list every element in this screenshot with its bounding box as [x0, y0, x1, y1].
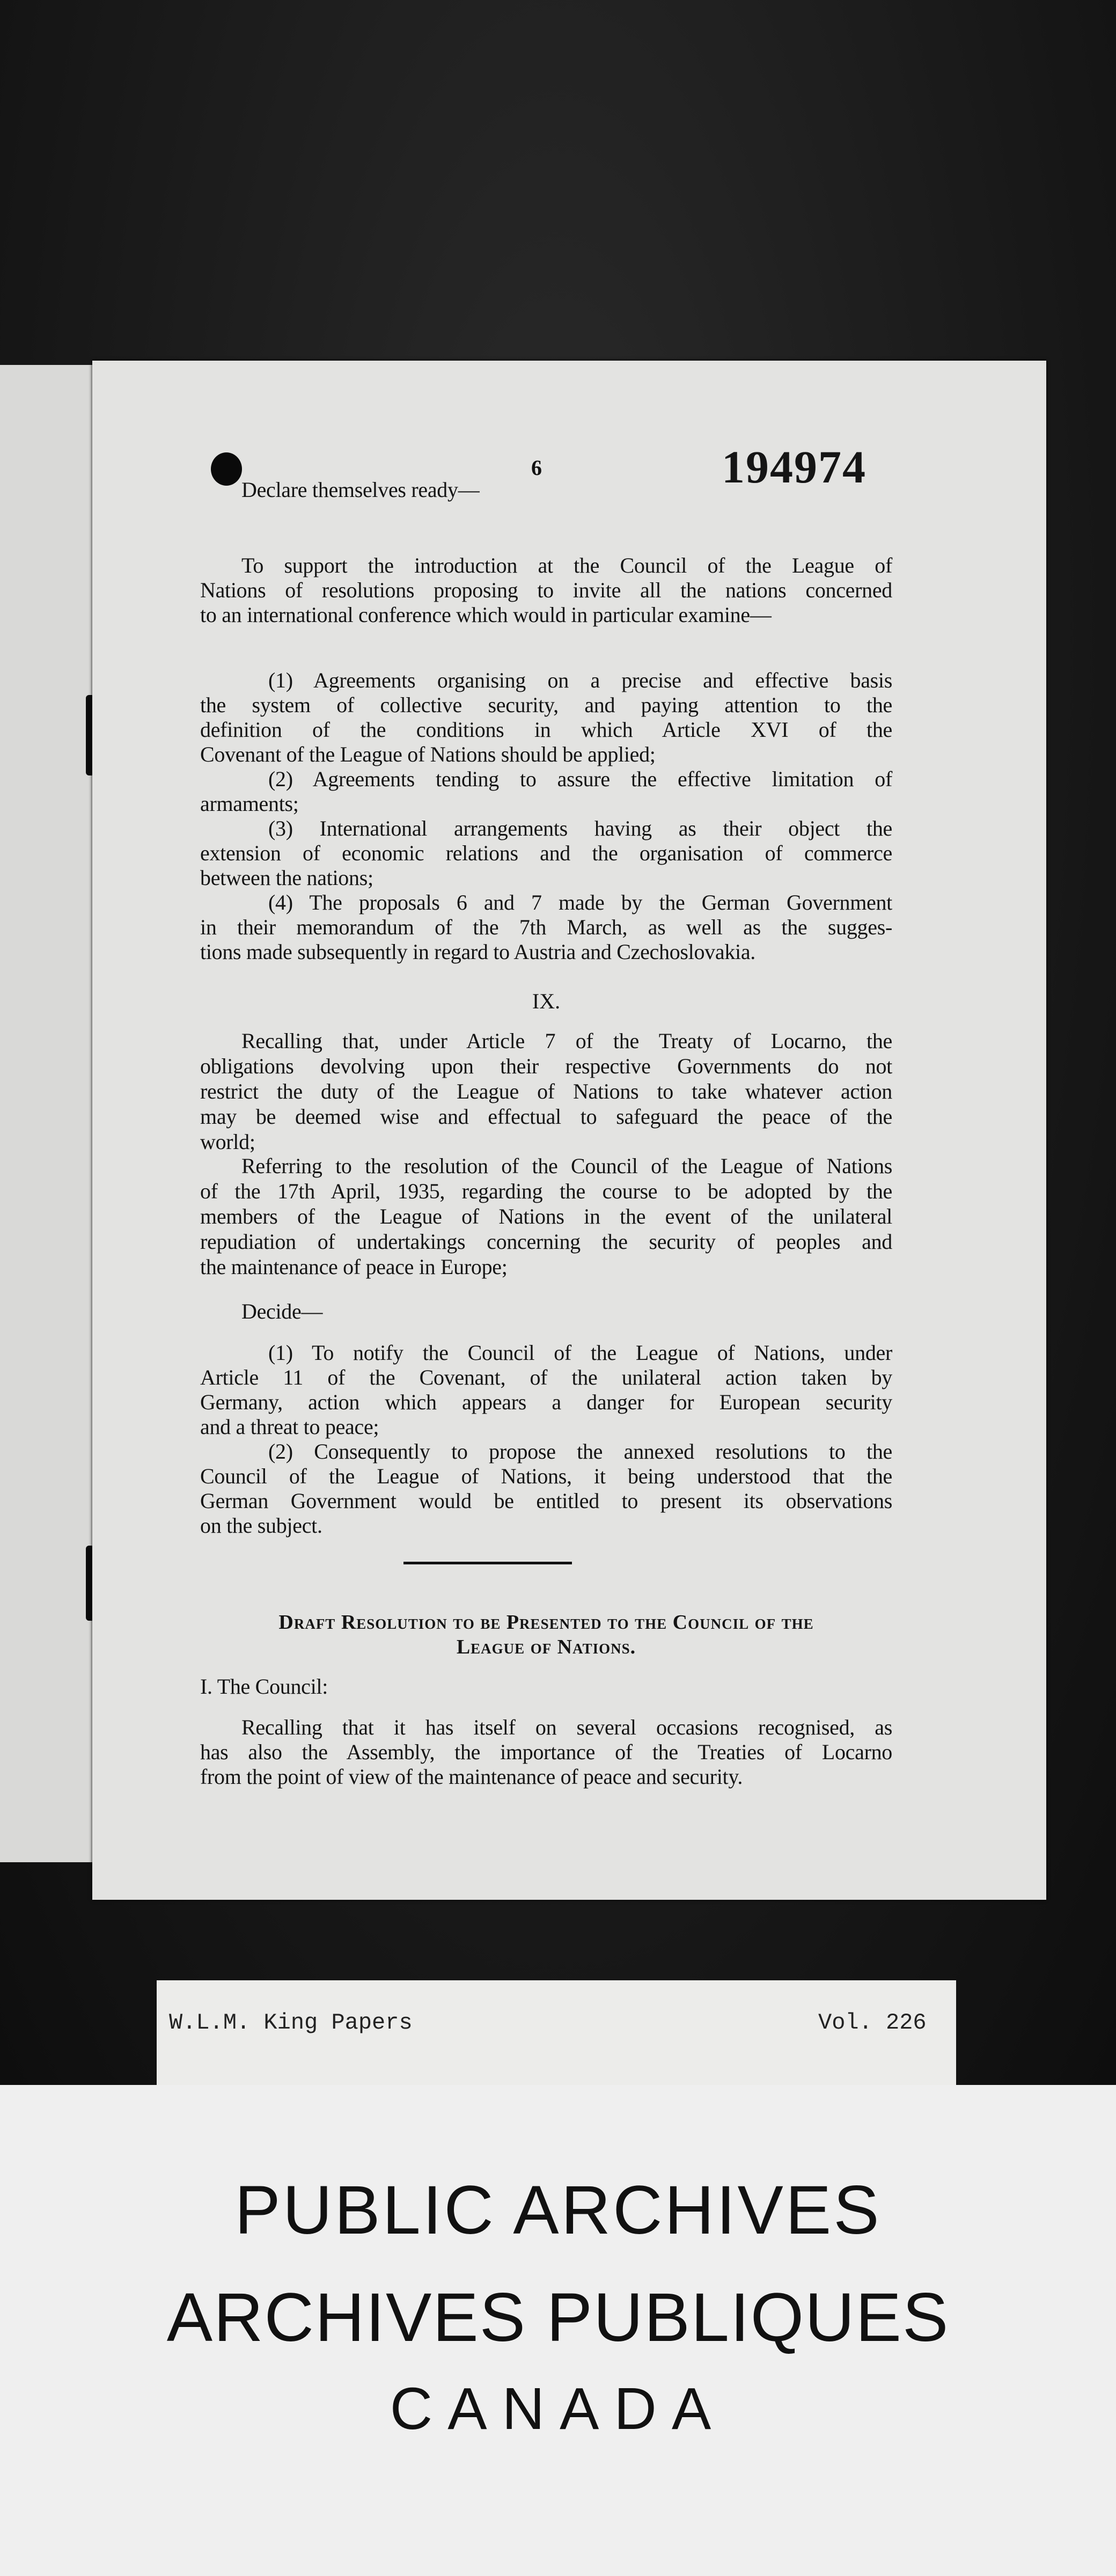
collection-name: W.L.M. King Papers [169, 2010, 413, 2036]
text-line: obligations devolving upon their respective Governments do not [200, 1054, 892, 1078]
list-item [200, 1439, 892, 1538]
text-line: To support the introduction at the Council of the League of [241, 553, 892, 577]
text-line: repudiation of undertakings concerning the security of peoples and [200, 1230, 892, 1254]
text-line: restrict the duty of the League of Nations to take whatever action [200, 1079, 892, 1103]
text-line: Recalling that it has itself on several occasions recognised, as [241, 1715, 892, 1739]
paragraph-recalling [200, 1028, 892, 1154]
text-line: world; [200, 1130, 255, 1154]
text-line: (4) The proposals 6 and 7 made by the German Government [268, 890, 892, 914]
text-line: may be deemed wise and effectual to safeguard the peace of the [200, 1104, 892, 1129]
adjacent-page-edge [0, 365, 92, 1862]
paragraph-decide [200, 1299, 892, 1324]
text-line: (2) Consequently to propose the annexed resolutions to the [268, 1439, 892, 1463]
text-line: Referring to the resolution of the Council of the League of Nations [241, 1154, 892, 1178]
divider-rule [403, 1562, 572, 1564]
text-line: to an international conference which would in particular examine— [200, 603, 772, 627]
text-line: Recalling that, under Article 7 of the Treaty of Locarno, the [241, 1029, 892, 1053]
list-item [200, 767, 892, 816]
text-line: between the nations; [200, 866, 373, 890]
page-number: 6 [531, 456, 542, 480]
archive-name-fr: ARCHIVES PUBLIQUES [166, 2279, 950, 2356]
text-line: of the 17th April, 1935, regarding the course to be adopted by the [200, 1179, 892, 1203]
paragraph-support [200, 553, 892, 627]
archive-name-en: PUBLIC ARCHIVES [234, 2172, 882, 2249]
text-line: the maintenance of peace in Europe; [200, 1255, 508, 1279]
text-line: I. The Council: [200, 1674, 328, 1699]
text-line: Covenant of the League of Nations should be applied; [200, 742, 656, 766]
draft-resolution-heading [200, 1610, 892, 1659]
archive-stamp-number: 194974 [722, 441, 867, 493]
text-line: German Government would be entitled to present its observations [200, 1489, 892, 1513]
list-item [200, 890, 892, 964]
text-line: members of the League of Nations in the event of the unilateral [200, 1204, 892, 1228]
list-item [200, 816, 892, 890]
text-line: (1) To notify the Council of the League of Nations, under [268, 1341, 892, 1365]
text-line: extension of economic relations and the organisation of commerce [200, 841, 892, 865]
text-line: definition of the conditions in which Article XVI of the [200, 718, 892, 742]
text-line: (2) Agreements tending to assure the effective limitation of [268, 767, 892, 791]
text-line: Decide— [241, 1299, 323, 1323]
text-line: (1) Agreements organising on a precise and effective basis [268, 668, 892, 692]
draft-heading-line: League of Nations. [456, 1636, 636, 1658]
text-line: Nations of resolutions proposing to invite all the nations concerned [200, 578, 892, 602]
text-line: Article 11 of the Covenant, of the unilateral action taken by [200, 1365, 892, 1389]
text-line: from the point of view of the maintenance of peace and security. [200, 1765, 743, 1789]
text-line: has also the Assembly, the importance of the Treaties of Locarno [200, 1740, 892, 1764]
council-heading [200, 1674, 892, 1699]
list-item [200, 1341, 892, 1439]
paragraph-declare [200, 478, 892, 502]
text-line: in their memorandum of the 7th March, as well as the sugges- [200, 915, 892, 939]
text-line: tions made subsequently in regard to Austria and Czechoslovakia. [200, 940, 755, 964]
draft-heading-line: Draft Resolution to be Presented to the Council of the [278, 1611, 814, 1634]
text-line: (3) International arrangements having as their object the [268, 816, 892, 840]
section-heading: IX. [532, 989, 561, 1013]
text-line: Council of the League of Nations, it being understood that the [200, 1464, 892, 1488]
archive-country: CANADA [390, 2376, 726, 2442]
volume-number: Vol. 226 [818, 2010, 927, 2036]
paragraph-final [200, 1715, 892, 1789]
text-line: and a threat to peace; [200, 1415, 379, 1439]
text-line: Germany, action which appears a danger for European security [200, 1390, 892, 1414]
paragraph-referring [200, 1153, 892, 1279]
text-line: armaments; [200, 792, 299, 816]
text-line: Declare themselves ready— [241, 478, 480, 502]
list-item [200, 668, 892, 767]
text-line: the system of collective security, and paying attention to the [200, 693, 892, 717]
text-line: on the subject. [200, 1513, 322, 1538]
